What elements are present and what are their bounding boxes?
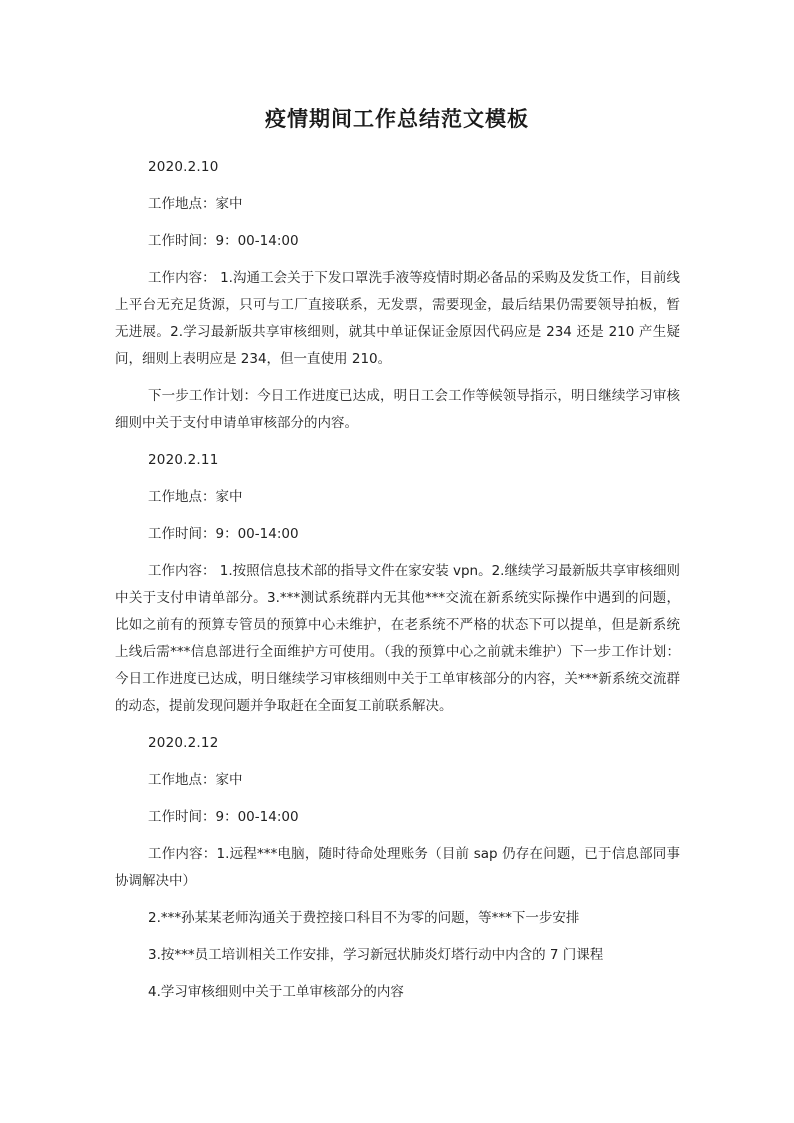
entry-paragraph: 2.***孙某某老师沟通关于费控接口科目不为零的问题，等***下一步安排 (148, 910, 580, 926)
entry-date: 2020.2.11 (148, 452, 219, 468)
entry-time: 工作时间：9：00-14:00 (148, 526, 299, 542)
entry-paragraph: 工作内容：1.远程***电脑，随时待命处理账务（目前 sap 仍存在问题，已于信息部同事协调解决中） (115, 846, 680, 889)
entry-time: 工作时间：9：00-14:00 (148, 809, 299, 825)
document-body (115, 154, 680, 1006)
entry-time: 工作时间：9：00-14:00 (148, 233, 299, 249)
entry-location: 工作地点：家中 (148, 196, 243, 212)
entry-date: 2020.2.12 (148, 735, 219, 751)
entry-paragraph: 下一步工作计划：今日工作进度已达成，明日工会工作等候领导指示，明日继续学习审核细则中关于支付申请单审核部分的内容。 (115, 388, 680, 431)
entry-date: 2020.2.10 (148, 159, 219, 175)
document-title: 疫情期间工作总结范文模板 (265, 106, 529, 131)
entry-location: 工作地点：家中 (148, 489, 243, 505)
entry-paragraph: 4.学习审核细则中关于工单审核部分的内容 (148, 984, 404, 1000)
log-entry-0210 (115, 154, 680, 437)
entry-paragraph: 3.按***员工培训相关工作安排，学习新冠状肺炎灯塔行动中内含的 7 门课程 (148, 947, 604, 963)
entry-paragraph: 工作内容： 1.沟通工会关于下发口罩洗手液等疫情时期必备品的采购及发货工作，目前线上平台无充足货源，只可与工厂直接联系，无发票，需要现金，最后结果仍需要领导拍板，暂无进展。2.学习最新版共享审核细则，就其中单证保证金原因代码应是 234 还是 210 产生疑问，细则上表明应是 234，但一直使用 210。 (115, 270, 680, 367)
log-entry-0212 (115, 730, 680, 1006)
log-entry-0211 (115, 447, 680, 720)
entry-paragraph: 工作内容： 1.按照信息技术部的指导文件在家安装 vpn。2.继续学习最新版共享审核细则中关于支付申请单部分。3.***测试系统群内无其他***交流在新系统实际操作中遇到的问题，比如之前有的预算专管员的预算中心未维护，在老系统不严格的状态下可以提单，但是新系统上线后需***信息部进行全面维护方可使用。（我的预算中心之前就未维护）下一步工作计划：今日工作进度已达成，明日继续学习审核细则中关于工单审核部分的内容，关***新系统交流群的动态，提前发现问题并争取赶在全面复工前联系解决。 (115, 563, 680, 714)
entry-location: 工作地点：家中 (148, 772, 243, 788)
